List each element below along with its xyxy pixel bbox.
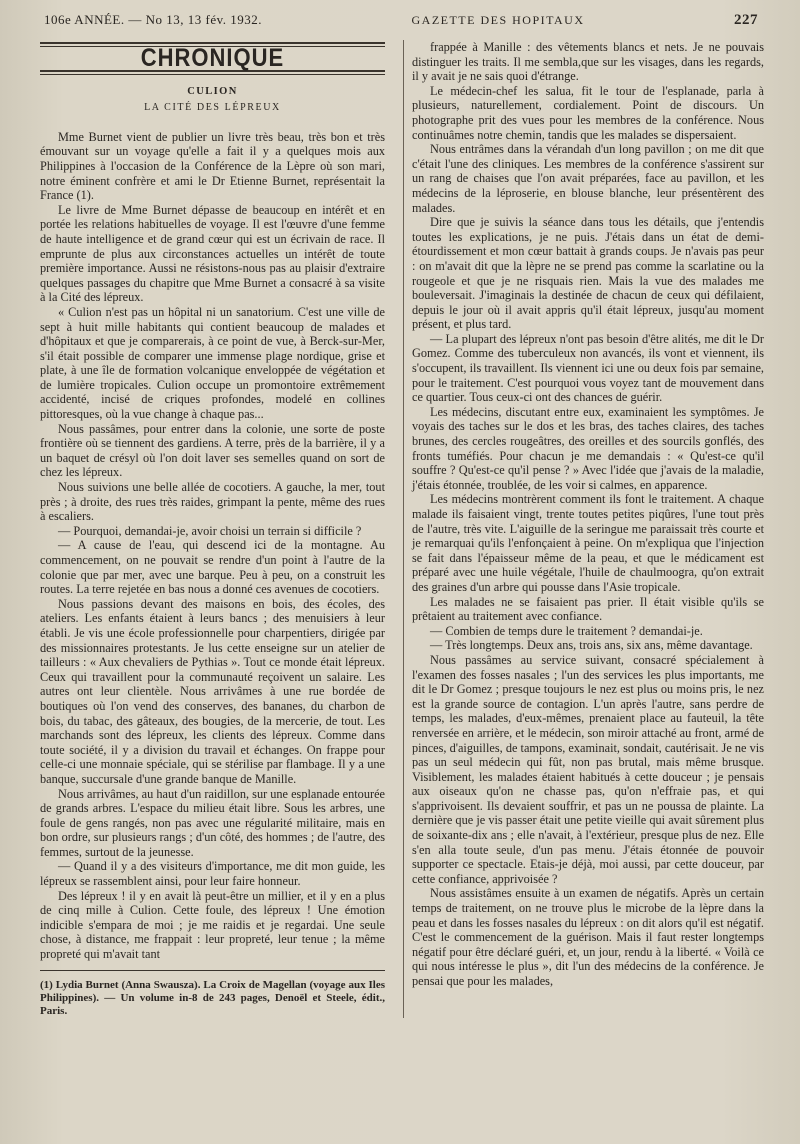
paragraph: — A cause de l'eau, qui descend ici de la montagne. Au commencement, on ne pouvait se rendre d'un point à l'autre de la colonie que par mer, avec une barque. Peu à peu, on a construit les routes. La terre rejetée en bas nous a donné ces avenues de cocotiers. <box>40 538 385 597</box>
page-header <box>40 8 764 34</box>
right-paragraphs <box>412 40 764 989</box>
paragraph: Nous passâmes au service suivant, consacré spécialement à l'examen des fosses nasales ; l'un des services les plus importants, me dit le Dr Gomez ; presque toujours le nez est plus ou moins pris, le nez est la grande source de contagion. L'un après l'autre, sans perdre de temps, les malades, d'eux-mêmes, prenaient place au fauteuil, la tête renversée en arrière, et le médecin, son miroir attaché au front, armé de pinces, d'aiguilles, de tampons, examinait, sondait, cautérisait. Je ne vis pas un seul médecin qui fût, non pas brutal, mais même brusque. Visiblement, les malades étaient habitués à cette douceur ; je pensais aux oiseaux qu'on ne chasse pas, qu'on n'effraie pas, et qui s'apprivoisent. Ils devaient souffrir, et pas un ne poussa de plainte. La dernière que je vis passer était une petite vieille qui avait sûrement plus de soixante-dix ans ; elle n'avait, à l'extérieur, presque plus de nez. Elle s'en alla toute seule, d'un pas menu. J'étais étonnée de pouvoir supporter ce spectacle. Etais-je déjà, moi aussi, par cette douceur, par cette confiance, apprivoisée ? <box>412 652 764 886</box>
paragraph: Dire que je suivis la séance dans tous les détails, que j'entendis toutes les explications, je ne puis. J'étais dans un état de demi-étourdissement et mon cœur battait à grands coups. Je n'avais pas peur : on m'avait dit que la lèpre ne se prend pas comme la scarlatine ou la rougeole et que je ne risquais rien. Mais la vue des malades me bouleversait. J'imaginais la destinée de chacun de ceux qui défilaient, depuis le jour où il avait appris qu'il était lépreux, jusqu'au moment présent, et plus tard. <box>412 215 764 332</box>
paragraph: Nous passions devant des maisons en bois, des écoles, des ateliers. Les enfants étaient à leurs bancs ; des menuisiers à leur établi. Je vis une école professionnelle pour charpentiers, dirigée par des missionnaires protestants. Je lus cette enseigne sur un atelier de tailleurs : « Aux chevaliers de Pythias ». Tout ce monde était lépreux. Ceux qui travaillent pour la communauté reçoivent un salaire. Les autres ont leur clientèle. Nous arrivâmes à une rue bordée de boutiques où l'on vend des conserves, des bananes, du charbon de bois, du tabac, des gâteaux, des bougies, de la mercerie, de tout. Les marchands sont des lépreux, les clients des lépreux. Comme dans toute société, il y a division du travail et échanges. On frappe pour celle-ci une monnaie spéciale, qui se stérilise par flambage. Il y a une banque, succursale d'une grande banque de Manille. <box>40 596 385 786</box>
paragraph: Mme Burnet vient de publier un livre très beau, très bon et très émouvant sur un voyage qu'elle a fait il y a quelques mois aux Philippines à l'occasion de la Conférence de la Lèpre où son mari, notre éminent confrère et ami le Dr Etienne Burnet, représentait la France (1). <box>40 129 385 203</box>
paragraph: Nous assistâmes ensuite à un examen de négatifs. Après un certain temps de traitement, on ne trouve plus le microbe de la lèpre dans la peau et dans les fosses nasales du lépreux : on dit alors qu'il est négatif. C'est le commencement de la guérison. Mais il faut rester longtemps négatif pour être déclaré guéri, et, un jour, rendu à la liberté. « Voilà ce qui nous intéresse le plus », dit l'un des médecins de la conférence. Je pensai que pour les malades, <box>412 886 764 988</box>
paragraph: Les malades ne se faisaient pas prier. Il était visible qu'ils se prêtaient au traitement avec confiance. <box>412 594 764 624</box>
columns <box>40 40 764 1018</box>
paragraph: Le livre de Mme Burnet dépasse de beaucoup en intérêt et en portée les relations habituelles de voyage. Il est l'œuvre d'une femme de haute intelligence et de grand cœur qui est un écrivain de race. Il emprunte de plus aux circonstances actuelles un intérêt de toute première importance. Aussi ne résistons-nous pas au plaisir d'extraire quelques passages du chapitre que Mme Burnet a consacré à sa visite à la Cité des lépreux. <box>40 202 385 305</box>
paragraph: — Pourquoi, demandai-je, avoir choisi un terrain si difficile ? <box>58 523 362 538</box>
chronique-title: CHRONIQUE <box>140 43 285 72</box>
paragraph: — Quand il y a des visiteurs d'importance, me dit mon guide, les lépreux se rassemblent ainsi, pour leur faire honneur. <box>40 859 385 889</box>
section-subtitle: LA CITÉ DES LÉPREUX <box>144 102 281 114</box>
left-paragraphs <box>40 130 385 962</box>
paragraph: « Culion n'est pas un hôpital ni un sanatorium. C'est une ville de sept à huit mille habitants qui contient beaucoup de malades et d'hôpitaux et que je comparerais, à ce point de vue, à Berck-sur-Mer, s'il était possible de comparer une immense plage nordique, grise et plate, à une île de formation volcanique enveloppée de végétation et de lumière tropicales. Culion occupe un promontoire extrêmement accidenté, incisé de criques profondes, modelé en collines pittoresques, où la vue change à chaque pas... <box>40 304 385 422</box>
paragraph: Nous passâmes, pour entrer dans la colonie, une sorte de poste frontière où se tiennent des gardiens. A terre, près de la barrière, il y a un baquet de crésyl où l'on doit laver ses semelles quand on sort de chez les lépreux. <box>40 421 385 480</box>
paragraph: Des lépreux ! il y en avait là peut-être un millier, et il y en a plus de cinq mille à Culion. Cette foule, des lépreux ! Une émotion indicible s'empara de moi ; je me raidis et je regardai. Une seule chose, à distance, me frappait : leur propreté, leur tenue ; la même propreté qui m'avait tant <box>40 888 385 962</box>
paragraph: Les médecins, discutant entre eux, examinaient les symptômes. Je voyais des taches sur le dos et les bras, des taches claires, des taches brunes, des cercles rougeâtres, des oreilles et des sourcils gonflés, des fronts tuméfiés. Pour chacun je me demandais : « Qu'est-ce qu'il souffre ? Qu'est-ce qu'il pense ? » Avec l'idée que j'avais de la maladie, j'étais étonnée, troublée, de les voir si calmes, en apparence. <box>412 404 764 492</box>
left-column <box>40 40 385 1018</box>
issue-info: 106e ANNÉE. — No 13, 13 fév. 1932. <box>44 12 262 27</box>
page-number: 227 <box>734 12 758 28</box>
paragraph: Nous suivions une belle allée de cocotiers. A gauche, la mer, tout près ; à droite, des rues très raides, grimpant la pente, même des rues à escaliers. <box>40 480 385 524</box>
paragraph: Nous arrivâmes, au haut d'un raidillon, sur une esplanade entourée de grands arbres. L'espace du milieu était libre. Sous les arbres, une foule de gens rangés, non pas avec une régularité militaire, mais en bon ordre, sur plusieurs rangs ; d'un côté, des hommes ; de l'autre, des femmes, surtout de la jeunesse. <box>40 786 385 859</box>
paragraph: — La plupart des lépreux n'ont pas besoin d'être alités, me dit le Dr Gomez. Comme des tuberculeux non avancés, ils vont et viennent, ils s'occupent, ils travaillent. Ils viennent ici une ou deux fois par semaine, pour le traitement. C'est pourquoi vous voyez tant de mouvement dans ce quartier. Tous ceux-ci ont des chances de guérir. <box>412 331 764 405</box>
paragraph: Le médecin-chef les salua, fit le tour de l'esplanade, parla à plusieurs, naturellement, cordialement. Point de discours. Un photographe prit des vues pour les membres de la conférence. Nous continuâmes notre chemin, tandis que les malades se dispersaient. <box>412 83 764 142</box>
paragraph: — Combien de temps dure le traitement ? demandai-je. <box>430 623 703 638</box>
paragraph: frappée à Manille : des vêtements blancs et nets. Je ne pouvais distinguer les traits. Il me sembla,que sur les visages, dans les regards, il y avait je ne sais quoi d'étrange. <box>412 40 764 84</box>
paragraph: Nous entrâmes dans la vérandah d'un long pavillon ; on me dit que c'était l'une des cliniques. Les membres de la conférence s'assirent sur un rang de chaises que l'on avait préparées, face au pavillon, et les médecins de la léproserie, en blouse blanche, leur présentèrent des malades. <box>412 142 764 215</box>
paragraph: — Très longtemps. Deux ans, trois ans, six ans, même davantage. <box>430 638 753 653</box>
section-title: CULION <box>187 85 238 97</box>
right-column <box>403 40 764 1018</box>
paragraph: Les médecins montrèrent comment ils font le traitement. A chaque malade ils faisaient vingt, trente toutes petites piqûres, l'une tout près de l'autre, très vite. L'aiguille de la seringue me paraissait très courte et je remarquai qu'ils l'enfonçaient à peine. On m'expliqua que l'injection se fait dans l'épaisseur même de la peau, et que le médicament est préparé avec une huile végétale, l'huile de chaulmoogra, qu'on extrait des graines d'un arbre qui pousse dans l'Asie tropicale. <box>412 492 764 594</box>
journal-title: GAZETTE DES HOPITAUX <box>411 13 585 27</box>
footnote: (1) Lydia Burnet (Anna Swausza). La Croix de Magellan (voyage aux Iles Philippines). — Un volume in-8 de 243 pages, Denoël et Steele, édit., Paris. <box>40 970 385 1018</box>
